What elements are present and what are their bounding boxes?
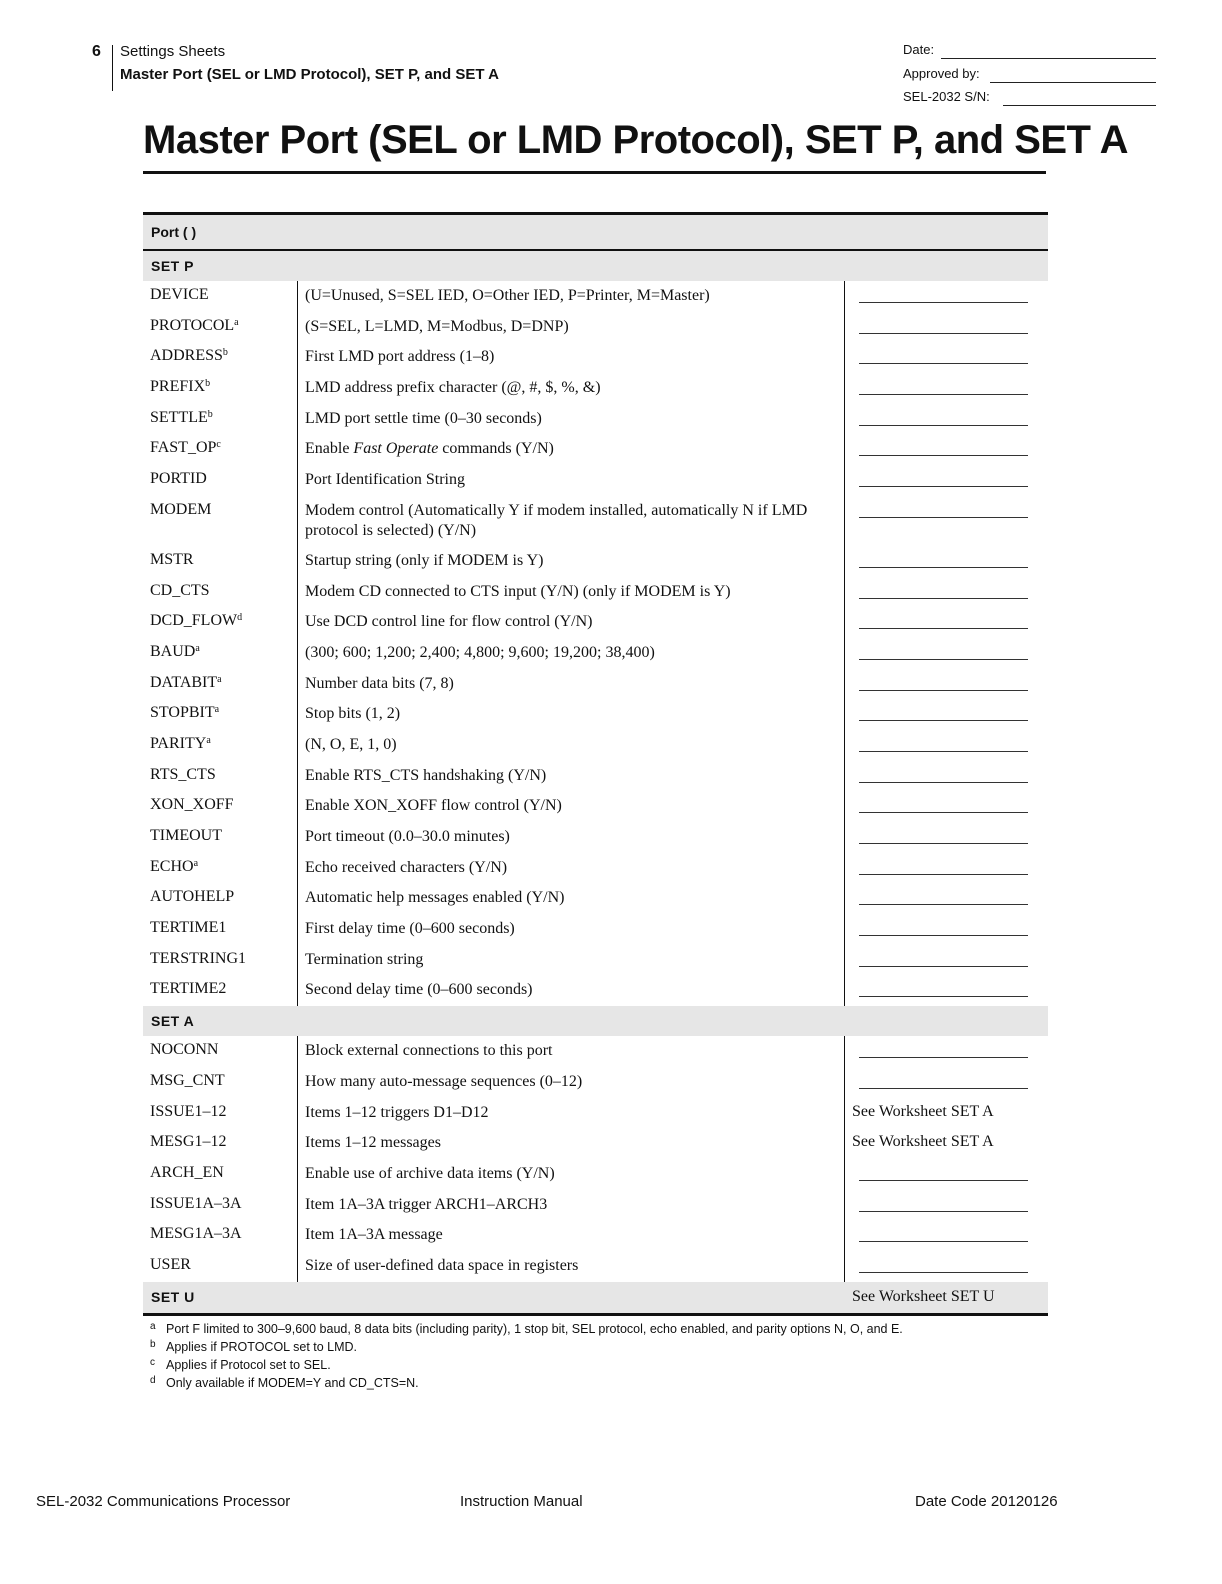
setting-name-cell — [143, 373, 298, 404]
setting-name-cell — [143, 496, 298, 546]
setting-name: FAST_OP — [150, 439, 217, 457]
setting-row — [143, 699, 1048, 730]
value-entry-line — [859, 966, 1028, 967]
sn-label: SEL-2032 S/N: — [903, 89, 990, 104]
setting-description: First delay time (0–600 seconds) — [298, 914, 845, 945]
setting-row — [143, 1251, 1048, 1282]
setting-name: XON_XOFF — [150, 796, 234, 814]
date-line — [941, 58, 1156, 59]
setting-row — [143, 496, 1048, 546]
setting-name: MSTR — [150, 550, 194, 568]
value-entry-line — [859, 517, 1028, 518]
setting-description — [298, 434, 845, 465]
setting-value-cell — [845, 465, 1048, 496]
set-p-label: SET P — [151, 258, 194, 274]
value-entry-line — [859, 812, 1028, 813]
title-rule — [143, 171, 1046, 174]
footnote-mark: c — [150, 1357, 155, 1368]
setting-name-cell — [143, 1190, 298, 1221]
set-u-label: SET U — [151, 1288, 195, 1305]
setting-name: STOPBIT — [150, 704, 215, 722]
setting-row — [143, 465, 1048, 496]
setting-name-cell — [143, 761, 298, 792]
setting-name: CD_CTS — [150, 581, 210, 599]
value-entry-line — [859, 1180, 1028, 1181]
set-a-label: SET A — [151, 1013, 195, 1030]
value-entry-line — [859, 904, 1028, 905]
footnote-text: Applies if Protocol set to SEL. — [166, 1358, 331, 1372]
value-entry-line — [859, 333, 1028, 334]
setting-row — [143, 1159, 1048, 1190]
footnote-ref: a — [193, 857, 199, 869]
setting-row — [143, 1220, 1048, 1251]
setting-row — [143, 730, 1048, 761]
setting-row — [143, 1067, 1048, 1098]
setting-name-cell — [143, 1128, 298, 1159]
value-entry-line — [859, 1272, 1028, 1273]
setting-name-cell — [143, 1098, 298, 1129]
page-number: 6 — [92, 43, 101, 60]
footnote-ref: c — [216, 439, 221, 451]
footer-product: SEL-2032 Communications Processor — [36, 1493, 291, 1510]
setting-name: SETTLE — [150, 408, 208, 426]
footnote-text: Applies if PROTOCOL set to LMD. — [166, 1340, 358, 1354]
setting-description: Items 1–12 triggers D1–D12 — [298, 1098, 845, 1129]
setting-name-cell — [143, 342, 298, 373]
description-text: commands (Y/N) — [438, 440, 554, 458]
setting-name-cell — [143, 577, 298, 608]
value-entry-line — [859, 394, 1028, 395]
footer-doc-type: Instruction Manual — [460, 1493, 583, 1510]
setting-description: Second delay time (0–600 seconds) — [298, 975, 845, 1006]
value-entry-line — [859, 598, 1028, 599]
date-field — [903, 42, 1156, 66]
setting-name: DATABIT — [150, 673, 218, 691]
header-section: Settings Sheets — [120, 43, 226, 60]
setting-description: Enable use of archive data items (Y/N) — [298, 1159, 845, 1190]
footnote-ref: d — [237, 612, 243, 624]
setting-name: BAUD — [150, 642, 196, 660]
setting-description: LMD address prefix character (@, #, $, %, &) — [298, 373, 845, 404]
port-label: Port ( ) — [151, 224, 197, 240]
setting-description: Number data bits (7, 8) — [298, 669, 845, 700]
header-divider — [112, 45, 113, 91]
setting-description: Enable RTS_CTS handshaking (Y/N) — [298, 761, 845, 792]
setting-description: Port timeout (0.0–30.0 minutes) — [298, 822, 845, 853]
setting-description: Termination string — [298, 945, 845, 976]
setting-name-cell — [143, 822, 298, 853]
setting-row — [143, 373, 1048, 404]
setting-value-cell — [845, 1067, 1048, 1098]
set-p-rows — [143, 281, 1048, 1006]
setting-name: ECHO — [150, 857, 194, 875]
setting-value-cell — [845, 730, 1048, 761]
footnote-ref: a — [217, 673, 222, 685]
setting-value-cell — [845, 699, 1048, 730]
setting-value-cell — [845, 373, 1048, 404]
setting-description: (S=SEL, L=LMD, M=Modbus, D=DNP) — [298, 312, 845, 343]
setting-row — [143, 546, 1048, 577]
setting-value-cell — [845, 1098, 1048, 1129]
setting-name-cell — [143, 312, 298, 343]
set-u-value: See Worksheet SET U — [852, 1287, 995, 1305]
setting-name: MESG1–12 — [150, 1133, 227, 1151]
date-label: Date: — [903, 42, 935, 57]
value-entry-line — [859, 751, 1028, 752]
value-entry-line — [859, 628, 1028, 629]
footnote-text: Port F limited to 300–9,600 baud, 8 data bits (including parity), 1 stop bit, SEL protocol, echo enabled, and parity options N, O, and E. — [166, 1322, 903, 1336]
setting-description: Stop bits (1, 2) — [298, 699, 845, 730]
setting-description: How many auto-message sequences (0–12) — [298, 1067, 845, 1098]
value-entry-line — [859, 425, 1028, 426]
setting-description: (U=Unused, S=SEL IED, O=Other IED, P=Printer, M=Master) — [298, 281, 845, 312]
footer-date-code: Date Code 20120126 — [915, 1493, 1058, 1510]
setting-description: Modem control (Automatically Y if modem installed, automatically N if LMD protocol is selected) (Y/N) — [298, 496, 845, 546]
setting-name: RTS_CTS — [150, 765, 216, 783]
setting-name-cell — [143, 1220, 298, 1251]
set-a-header — [143, 1006, 1048, 1036]
setting-row — [143, 975, 1048, 1006]
value-entry-line — [859, 843, 1028, 844]
value-entry-line — [859, 1088, 1028, 1089]
setting-description: Automatic help messages enabled (Y/N) — [298, 883, 845, 914]
setting-description: Startup string (only if MODEM is Y) — [298, 546, 845, 577]
worksheet-reference: See Worksheet SET A — [852, 1133, 994, 1151]
set-u-header — [143, 1282, 1048, 1313]
setting-name: MODEM — [150, 500, 212, 518]
worksheet-reference: See Worksheet SET A — [852, 1102, 994, 1120]
sn-field — [903, 89, 1156, 113]
settings-table — [143, 212, 1048, 1316]
setting-name-cell — [143, 281, 298, 312]
setting-name-cell — [143, 546, 298, 577]
setting-name-cell — [143, 607, 298, 638]
setting-row — [143, 945, 1048, 976]
value-entry-line — [859, 363, 1028, 364]
setting-value-cell — [845, 853, 1048, 884]
value-entry-line — [859, 782, 1028, 783]
setting-row — [143, 607, 1048, 638]
setting-name: AUTOHELP — [150, 888, 235, 906]
value-entry-line — [859, 567, 1028, 568]
setting-name-cell — [143, 1067, 298, 1098]
setting-name: ISSUE1–12 — [150, 1102, 227, 1120]
setting-name: ISSUE1A–3A — [150, 1194, 242, 1212]
setting-name: PREFIX — [150, 378, 206, 396]
setting-row — [143, 638, 1048, 669]
setting-name-cell — [143, 730, 298, 761]
value-entry-line — [859, 486, 1028, 487]
setting-value-cell — [845, 945, 1048, 976]
setting-value-cell — [845, 975, 1048, 1006]
setting-name: MSG_CNT — [150, 1071, 225, 1089]
setting-name-cell — [143, 434, 298, 465]
setting-value-cell — [845, 1159, 1048, 1190]
footnote-text: Only available if MODEM=Y and CD_CTS=N. — [166, 1376, 419, 1390]
setting-description: Enable XON_XOFF flow control (Y/N) — [298, 791, 845, 822]
footnote-ref: b — [207, 408, 213, 420]
setting-value-cell — [845, 761, 1048, 792]
setting-row — [143, 883, 1048, 914]
setting-value-cell — [845, 577, 1048, 608]
setting-name: DEVICE — [150, 286, 209, 303]
setting-row — [143, 1190, 1048, 1221]
setting-description: Item 1A–3A trigger ARCH1–ARCH3 — [298, 1190, 845, 1221]
value-entry-line — [859, 1241, 1028, 1242]
setting-value-cell — [845, 669, 1048, 700]
setting-row — [143, 312, 1048, 343]
setting-name-cell — [143, 404, 298, 435]
setting-value-cell — [845, 546, 1048, 577]
approved-label: Approved by: — [903, 65, 980, 81]
value-entry-line — [859, 1211, 1028, 1212]
footnote-ref: a — [234, 316, 239, 328]
value-entry-line — [859, 996, 1028, 997]
setting-name-cell — [143, 1251, 298, 1282]
footnote-mark: b — [150, 1339, 156, 1350]
approval-block — [903, 42, 1156, 113]
setting-row — [143, 822, 1048, 853]
setting-row — [143, 1036, 1048, 1067]
setting-name: DCD_FLOW — [150, 612, 238, 630]
setting-description: LMD port settle time (0–30 seconds) — [298, 404, 845, 435]
value-entry-line — [859, 1057, 1028, 1058]
footnote-ref: b — [222, 347, 228, 359]
setting-value-cell — [845, 638, 1048, 669]
setting-value-cell — [845, 607, 1048, 638]
footnote-ref: a — [206, 734, 211, 746]
setting-row — [143, 1128, 1048, 1159]
setting-value-cell — [845, 434, 1048, 465]
setting-description: Port Identification String — [298, 465, 845, 496]
setting-description: Modem CD connected to CTS input (Y/N) (only if MODEM is Y) — [298, 577, 845, 608]
setting-description: Block external connections to this port — [298, 1036, 845, 1067]
approved-field — [903, 66, 1156, 90]
setting-value-cell — [845, 1036, 1048, 1067]
footnote-ref: a — [214, 704, 220, 716]
setting-name-cell — [143, 791, 298, 822]
setting-description: (300; 600; 1,200; 2,400; 4,800; 9,600; 19,200; 38,400) — [298, 638, 845, 669]
sn-line — [1003, 105, 1156, 106]
port-header — [143, 215, 1048, 251]
setting-name-cell — [143, 1159, 298, 1190]
setting-value-cell — [845, 1251, 1048, 1282]
header-subtitle: Master Port (SEL or LMD Protocol), SET P, and SET A — [120, 66, 499, 83]
setting-value-cell — [845, 1190, 1048, 1221]
setting-name: PROTOCOL — [150, 316, 235, 334]
setting-row — [143, 853, 1048, 884]
value-entry-line — [859, 302, 1028, 303]
setting-name: ARCH_EN — [150, 1163, 224, 1181]
setting-name-cell — [143, 945, 298, 976]
setting-value-cell — [845, 342, 1048, 373]
setting-value-cell — [845, 1220, 1048, 1251]
value-entry-line — [859, 690, 1028, 691]
setting-value-cell — [845, 404, 1048, 435]
setting-name: TERTIME1 — [150, 919, 227, 937]
setting-row — [143, 761, 1048, 792]
setting-name-cell — [143, 638, 298, 669]
setting-row — [143, 914, 1048, 945]
page-title: Master Port (SEL or LMD Protocol), SET P, and SET A — [143, 118, 1129, 162]
setting-row — [143, 669, 1048, 700]
setting-description: Use DCD control line for flow control (Y/N) — [298, 607, 845, 638]
setting-name: TIMEOUT — [150, 827, 222, 844]
setting-name-cell — [143, 975, 298, 1006]
setting-name: TERTIME2 — [150, 980, 227, 998]
description-emphasis: Fast Operate — [353, 440, 439, 458]
setting-name-cell — [143, 914, 298, 945]
setting-name: PARITY — [150, 734, 207, 752]
footnote-ref: a — [195, 642, 200, 654]
value-entry-line — [859, 720, 1028, 721]
setting-description: (N, O, E, 1, 0) — [298, 730, 845, 761]
setting-value-cell — [845, 883, 1048, 914]
setting-name-cell — [143, 1036, 298, 1067]
set-p-header — [143, 251, 1048, 281]
setting-row — [143, 791, 1048, 822]
setting-value-cell — [845, 496, 1048, 546]
table-bottom-rule — [143, 1313, 1048, 1316]
set-a-rows — [143, 1036, 1048, 1282]
setting-description: Echo received characters (Y/N) — [298, 853, 845, 884]
setting-name-cell — [143, 465, 298, 496]
setting-description: First LMD port address (1–8) — [298, 342, 845, 373]
description-text: Enable — [305, 440, 354, 458]
setting-value-cell — [845, 312, 1048, 343]
setting-value-cell — [845, 791, 1048, 822]
setting-description: Size of user-defined data space in registers — [298, 1251, 845, 1282]
value-entry-line — [859, 455, 1028, 456]
setting-row — [143, 577, 1048, 608]
setting-row — [143, 342, 1048, 373]
footnote-mark: a — [150, 1321, 156, 1332]
setting-row — [143, 281, 1048, 312]
setting-description: Items 1–12 messages — [298, 1128, 845, 1159]
setting-name-cell — [143, 853, 298, 884]
setting-name: USER — [150, 1255, 191, 1273]
setting-value-cell — [845, 1128, 1048, 1159]
setting-description: Item 1A–3A message — [298, 1220, 845, 1251]
setting-name: ADDRESS — [150, 347, 223, 365]
setting-name: MESG1A–3A — [150, 1225, 242, 1243]
setting-value-cell — [845, 281, 1048, 312]
setting-row — [143, 404, 1048, 435]
footnote-ref: b — [205, 378, 211, 390]
footnote-mark: d — [150, 1375, 156, 1386]
approved-line — [990, 82, 1156, 83]
setting-name: TERSTRING1 — [150, 949, 246, 967]
setting-name-cell — [143, 699, 298, 730]
setting-value-cell — [845, 822, 1048, 853]
setting-name-cell — [143, 669, 298, 700]
setting-name: PORTID — [150, 470, 207, 488]
setting-name-cell — [143, 883, 298, 914]
value-entry-line — [859, 659, 1028, 660]
setting-value-cell — [845, 914, 1048, 945]
setting-row — [143, 434, 1048, 465]
value-entry-line — [859, 935, 1028, 936]
setting-row — [143, 1098, 1048, 1129]
value-entry-line — [859, 874, 1028, 875]
setting-name: NOCONN — [150, 1041, 219, 1059]
